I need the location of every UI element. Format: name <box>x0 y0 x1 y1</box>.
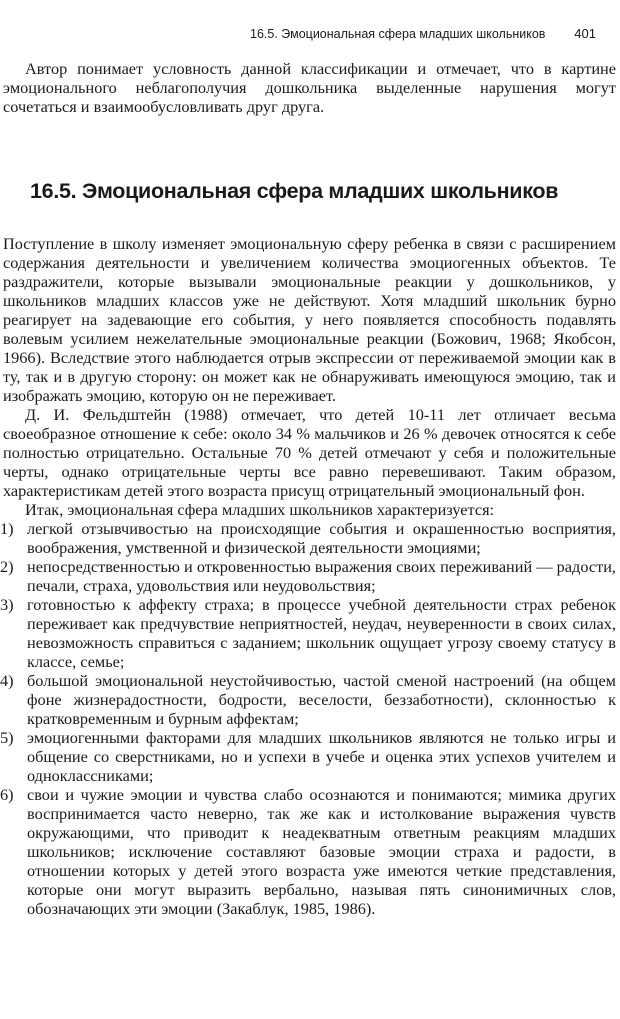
page-number: 401 <box>574 26 596 41</box>
list-item <box>0 671 616 728</box>
list-item-text: свои и чужие эмоции и чувства слабо осознаются и понимаются; мимика других воспринимается часто неверно, так же как и истолкование выражения чувств окружающими, что приводит к неадекватным ответным реакциям младших школьников; исключение составляют базовые эмоции страха и радости, в отношении которых у детей этого возраста уже имеются четкие представления, которые они могут выразить вербально, называя пять синонимичных слов, обозначающих эти эмоции (Закаблук, 1985, 1986). <box>27 785 616 918</box>
list-item-number: 2) <box>0 557 14 576</box>
list-item-text: непосредственностью и откровенностью выражения своих переживаний — радости, печали, страха, удовольствия или неудовольствия; <box>27 557 616 595</box>
running-head <box>250 26 596 42</box>
list-item-number: 4) <box>0 671 14 690</box>
paragraph-school-entry: Поступление в школу изменяет эмоциональную сферу ребенка в связи с расширением содержания деятельности и увеличением количества эмоциогенных объектов. Те раздражители, которые вызывали эмоциональные реакции у дошкольников, у школьников младших классов уже не действуют. Хотя младший школьник бурно реагирует на задевающие его события, у него появляется способность подавлять волевым усилием нежелательные эмоциональные реакции (Божович, 1968; Якобсон, 1966). Вследствие этого наблюдается отрыв экспрессии от переживаемой эмоции как в ту, так и в другую сторону: он может как не обнаруживать имеющуюся эмоцию, так и изображать эмоцию, которую он не переживает. <box>3 234 616 405</box>
list-item-text: большой эмоциональной неустойчивостью, частой сменой настроений (на общем фоне жизнерадостности, бодрости, веселости, беззаботности), склонностью к кратковременным и бурным аффектам; <box>27 671 616 728</box>
list-item <box>0 557 616 595</box>
list-item-number: 3) <box>0 595 14 614</box>
paragraph-feldshtein: Д. И. Фельдштейн (1988) отмечает, что детей 10-11 лет отличает весьма своеобразное отношение к себе: около 34 % мальчиков и 26 % девочек относятся к себе полностью отрицательно. Остальные 70 % детей отмечают у себя и положительные черты, однако отрицательные черты все равно перевешивают. Таким образом, характеристикам детей этого возраста присущ отрицательный эмоциональный фон. <box>3 405 616 500</box>
list-item-text: легкой отзывчивостью на происходящие события и окрашенностью восприятия, воображения, умственной и физической деятельности эмоциями; <box>27 519 616 557</box>
characteristics-list <box>0 519 616 918</box>
list-item <box>0 595 616 671</box>
running-head-title: 16.5. Эмоциональная сфера младших школьников <box>250 27 546 41</box>
list-item-number: 6) <box>0 785 14 804</box>
intro-paragraph: Автор понимает условность данной классификации и отмечает, что в картине эмоционального неблагополучия дошкольника выделенные нарушения могут сочетаться и взаимообусловливать друг друга. <box>3 59 616 116</box>
list-item <box>0 519 616 557</box>
paragraph-summary-lead: Итак, эмоциональная сфера младших школьников характеризуется: <box>25 500 495 519</box>
list-item-number: 1) <box>0 519 14 538</box>
section-heading: 16.5. Эмоциональная сфера младших школьников <box>30 179 559 203</box>
list-item-text: готовностью к аффекту страха; в процессе учебной деятельности страх ребенок переживает как предчувствие неприятностей, неудач, неуверенности в своих силах, невозможность справиться с заданием; школьник ощущает угрозу своему статусу в классе, семье; <box>27 595 616 671</box>
section-body <box>0 234 616 918</box>
list-item-number: 5) <box>0 728 14 747</box>
list-item <box>0 785 616 918</box>
list-item <box>0 728 616 785</box>
list-item-text: эмоциогенными факторами для младших школьников являются не только игры и общение со сверстниками, но и успехи в учебе и оценка этих успехов учителем и одноклассниками; <box>27 728 616 785</box>
